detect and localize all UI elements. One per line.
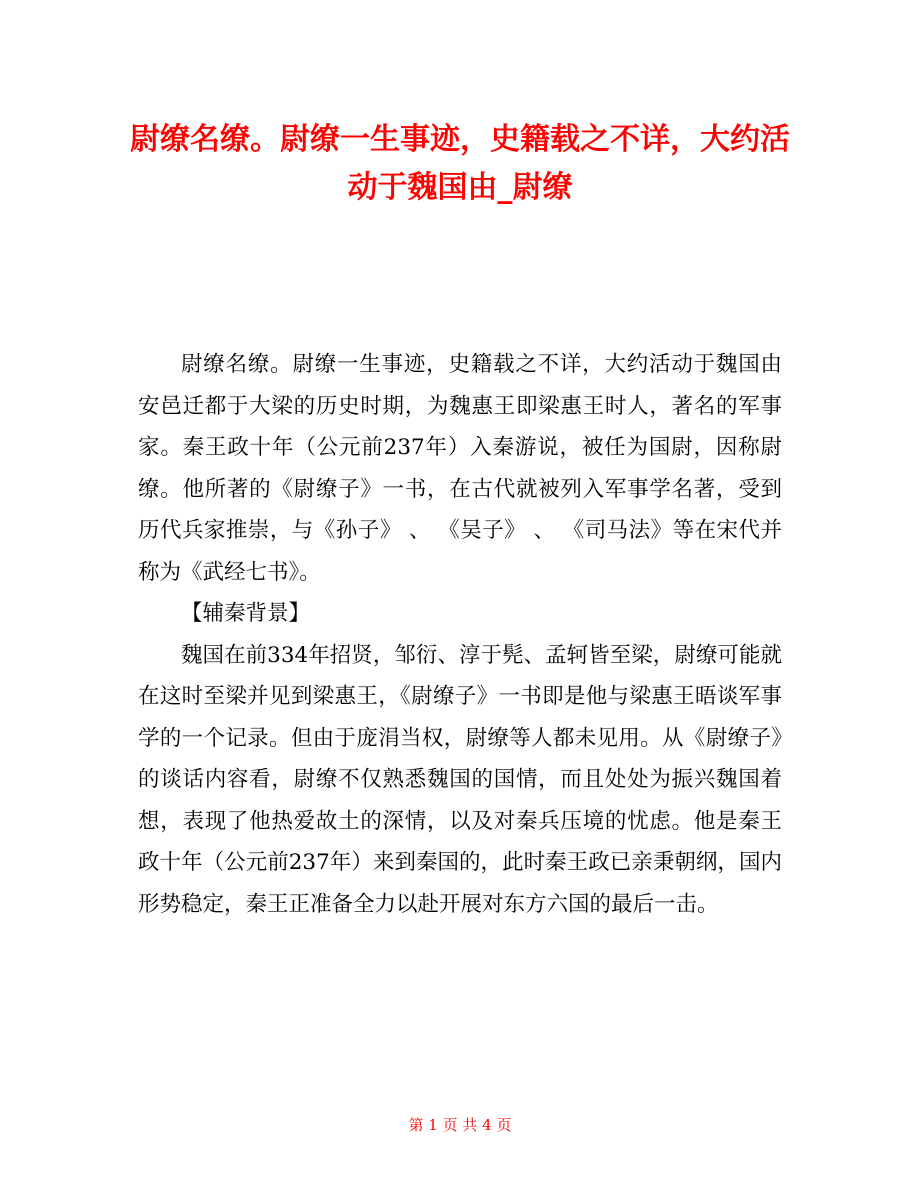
paragraph-background: 魏国在前334年招贤，邹衍、淳于髡、孟轲皆至梁，尉缭可能就在这时至梁并见到梁惠王，《尉缭子》一书即是他与梁惠王晤谈军事学的一个记录。但由于庞涓当权，尉缭等人都未见用。从《尉缭子》的谈话内容看，尉缭不仅熟悉魏国的国情，而且处处为振兴魏国着想，表现了他热爱故土的深情，以及对秦兵压境的忧虑。他是秦王政十年（公元前237年）来到秦国的，此时秦王政已亲秉朝纲，国内形势稳定，秦王正准备全力以赴开展对东方六国的最后一击。 (138, 642, 782, 917)
page-footer: 第 1 页 共 4 页 (408, 1116, 512, 1134)
document-body (138, 344, 782, 925)
section-heading: 【辅秦背景】 (181, 601, 311, 626)
document-title: 尉缭名缭。尉缭一生事迹，史籍载之不详，大约活动于魏国由_尉缭 (130, 122, 790, 205)
paragraph-intro: 尉缭名缭。尉缭一生事迹，史籍载之不详，大约活动于魏国由安邑迁都于大梁的历史时期，为魏惠王即梁惠王时人，著名的军事家。秦王政十年（公元前237年）入秦游说，被任为国尉，因称尉缭。他所著的《尉缭子》一书，在古代就被列入军事学名著，受到历代兵家推崇，与《孙子》 、 《吴子》 、 《司马法》等在宋代并称为《武经七书》。 (138, 352, 782, 585)
